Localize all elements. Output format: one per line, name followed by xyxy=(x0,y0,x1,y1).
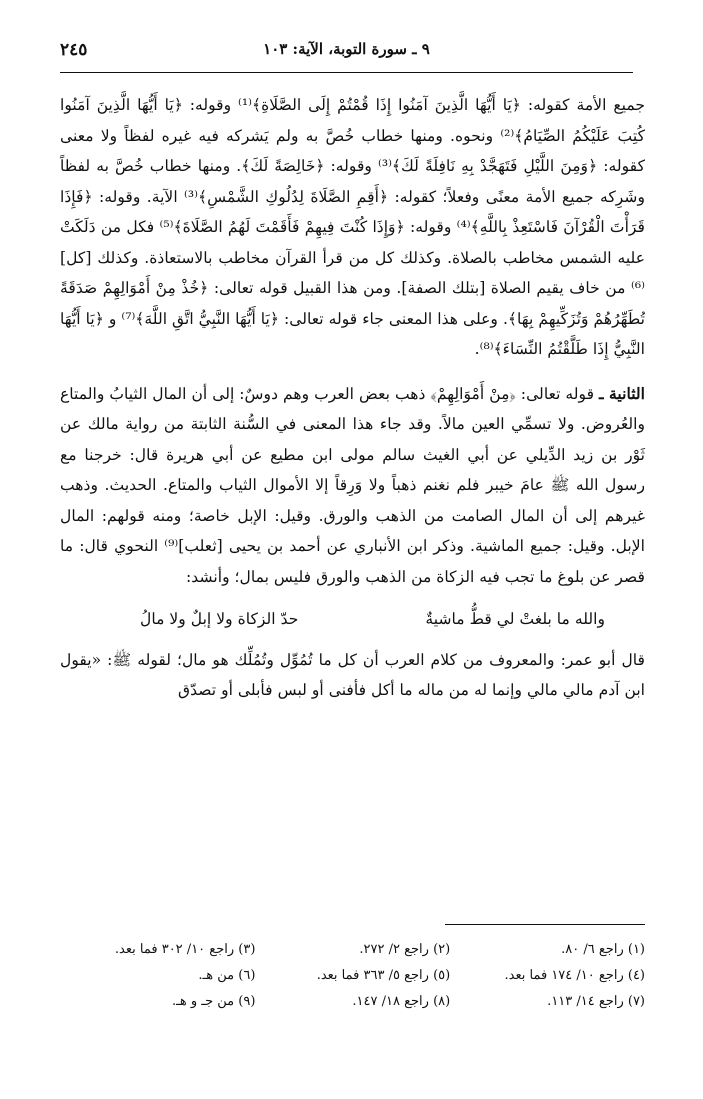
footnote-row xyxy=(60,937,645,963)
poem-verse xyxy=(60,604,645,635)
paragraph-text: قوله تعالى: ﴿مِنْ أَمْوَالِهِمْ﴾ ذهب بعض العرب وهم دوسٌ: إلى أن المال الثيابُ والمتاع والعُروض. ولا تسمِّي العين مالاً. وقد جاء هذا المعنى في السُّنة الثابتة من رواية مالك عن ثَوْر بن زيد الدِّيلي عن أبي الغيث سالم مولى ابن مطيع عن أبي هريرة قال: خرجنا مع رسول الله ﷺ عامَ خيبر فلم نغنم ذهباً ولا وَرِقاً إلا الأموال الثياب والمتاع. الحديث. وذهب غيرهم إلى أن المال الصامت من الذهب والورق. وقيل: الإبل خاصة؛ ومنه قولهم: المال الإبل. وقيل: جميع الماشية. وذكر ابن الأنباري عن أحمد بن يحيى [ثعلب]⁽⁹⁾ النحوي قال: ما قصر عن بلوغ ما تجب فيه الزكاة من الذهب والورق فليس بمال؛ وأنشد: xyxy=(60,384,645,586)
paragraph: قال أبو عمر: والمعروف من كلام العرب أن كل ما تُمُوِّل وتُمُلِّك هو مال؛ لقوله ﷺ: «يقول ابن آدم مالي مالي وإنما له من ماله ما أكل فأفنى أو لبس فأبلى أو تصدّق xyxy=(60,650,645,699)
footnote: (٥) راجع ٥/ ٣٦٣ فما بعد. xyxy=(316,968,451,983)
footnote: (٢) راجع ٢/ ٢٧٢. xyxy=(359,942,451,957)
footnote: (٧) راجع ١٤/ ١١٣. xyxy=(547,994,645,1009)
verse-first-hemistich: والله ما بلغتْ لي قطُّ ماشيةٌ xyxy=(425,610,605,628)
page-number: ٢٤٥ xyxy=(60,40,88,60)
paragraph: جميع الأمة كقوله: ﴿يَا أَيُّهَا الَّذِينَ آمَنُوا إِذَا قُمْتُمْ إِلَى الصَّلَاةِ﴾⁽¹⁾ وقوله: ﴿يَا أَيُّهَا الَّذِينَ آمَنُوا كُتِبَ عَلَيْكُمُ الصِّيَامُ﴾⁽²⁾ ونحوه. ومنها خطاب خُصَّ به ولم يَشركه فيه غيره لفظاً ولا معنى كقوله: ﴿وَمِنَ اللَّيْلِ فَتَهَجَّدْ بِهِ نَافِلَةً لَكَ﴾⁽³⁾ وقوله: ﴿خَالِصَةً لَكَ﴾. ومنها خطاب خُصَّ به لفظاً وشَرِكه جميع الأمة معنًى وفعلاً؛ كقوله: ﴿أَقِمِ الصَّلَاةَ لِدُلُوكِ الشَّمْسِ﴾⁽³⁾ الآية. وقوله: ﴿فَإِذَا قَرَأْتَ الْقُرْآنَ فَاسْتَعِذْ بِاللَّهِ﴾⁽⁴⁾ وقوله: ﴿وَإِذَا كُنْتَ فِيهِمْ فَأَقَمْتَ لَهُمُ الصَّلَاةَ﴾⁽⁵⁾ فكل من دَلَكَتْ عليه الشمس مخاطب بالصلاة. وكذلك كل من قرأ القرآن مخاطب بالاستعاذة. وكذلك [كل]⁽⁶⁾ من خاف يقيم الصلاة [بتلك الصفة]. ومن هذا القبيل قوله تعالى: ﴿خُذْ مِنْ أَمْوَالِهِمْ صَدَقَةً تُطَهِّرُهُمْ وَتُزَكِّيهِمْ بِهَا﴾. وعلى هذا المعنى جاء قوله تعالى: ﴿يَا أَيُّهَا النَّبِيُّ اتَّقِ اللَّهَ﴾⁽⁷⁾ و ﴿يَا أَيُّهَا النَّبِيُّ إِذَا طَلَّقْتُمُ النِّسَاءَ﴾⁽⁸⁾. xyxy=(60,96,646,358)
footnote: (٤) راجع ١٠/ ١٧٤ فما بعد. xyxy=(504,968,645,983)
verse-second-hemistich: حدّ الزكاة ولا إبلٌ ولا مالُ xyxy=(140,610,299,628)
footnote: (٨) راجع ١٨/ ١٤٧. xyxy=(352,994,451,1009)
footnote: (٩) من جـ و هـ. xyxy=(171,994,256,1009)
footnote: (٦) من هـ. xyxy=(198,968,256,983)
running-title: ٩ ـ سورة التوبة، الآية: ١٠٣ xyxy=(263,40,430,58)
footnotes xyxy=(60,937,645,1015)
paragraph xyxy=(60,379,645,593)
footnote: (٣) راجع ١٠/ ٣٠٢ فما بعد. xyxy=(114,942,256,957)
page-body xyxy=(60,90,645,706)
footnote-row xyxy=(60,989,645,1015)
footnote-row xyxy=(60,963,645,989)
footnote-divider xyxy=(445,924,645,925)
footnote: (١) راجع ٦/ ٨٠. xyxy=(561,942,645,957)
page-header xyxy=(60,38,633,73)
section-heading: الثانية ـ xyxy=(599,383,645,403)
